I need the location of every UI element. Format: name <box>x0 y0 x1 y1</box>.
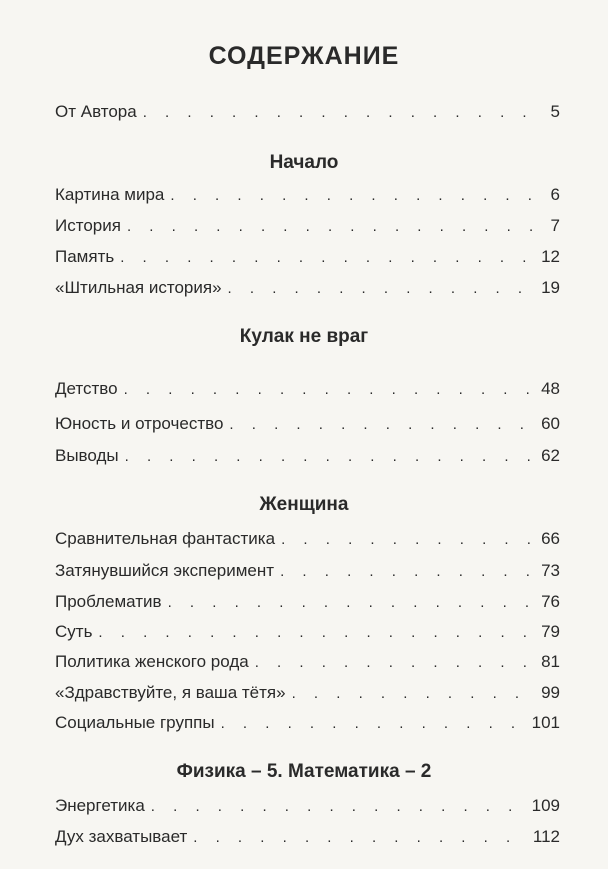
toc-entry[interactable] <box>55 652 560 676</box>
entry-label: Детство <box>55 379 118 398</box>
dot-leader <box>151 798 526 815</box>
entry-page: 76 <box>541 592 560 611</box>
toc-entry[interactable] <box>55 827 560 851</box>
toc-entry[interactable] <box>55 379 560 403</box>
dot-leader <box>120 249 535 266</box>
entry-page: 109 <box>531 796 560 815</box>
entry-page: 81 <box>541 652 560 671</box>
entry-page: 5 <box>550 102 560 121</box>
entry-page: 19 <box>541 278 560 297</box>
entry-label: Суть <box>55 622 93 641</box>
section-heading: Физика – 5. Математика – 2 <box>176 761 432 782</box>
dot-leader <box>280 563 535 580</box>
entry-page: 62 <box>541 446 560 465</box>
dot-leader <box>292 685 536 702</box>
toc-entry[interactable] <box>55 561 560 585</box>
toc-entry[interactable] <box>55 796 560 820</box>
entry-label: Сравнительная фантастика <box>55 529 276 548</box>
section-heading: Кулак не враг <box>239 326 369 347</box>
dot-leader <box>124 381 535 398</box>
toc-entry[interactable] <box>55 713 560 737</box>
entry-label: Проблематив <box>55 592 162 611</box>
dot-leader <box>127 218 545 235</box>
entry-label: Дух захватывает <box>55 827 188 846</box>
dot-leader <box>170 187 544 204</box>
section-heading: Женщина <box>259 494 349 515</box>
entry-page: 79 <box>541 622 560 641</box>
dot-leader <box>193 829 527 846</box>
entry-page: 112 <box>532 827 560 846</box>
dot-leader <box>143 104 545 121</box>
entry-page: 7 <box>550 216 560 235</box>
entry-page: 60 <box>541 414 560 433</box>
dot-leader <box>125 448 535 465</box>
entry-page: 12 <box>541 247 560 266</box>
section-heading: Начало <box>269 152 339 173</box>
dot-leader <box>229 416 535 433</box>
toc-entry[interactable] <box>55 216 560 240</box>
entry-page: 101 <box>531 713 560 732</box>
toc-entry[interactable] <box>55 414 560 438</box>
entry-page: 73 <box>541 561 560 580</box>
toc-entry[interactable] <box>55 278 560 302</box>
entry-label: История <box>55 216 121 235</box>
dot-leader <box>255 654 535 671</box>
dot-leader <box>228 280 536 297</box>
toc-entry[interactable] <box>55 185 560 209</box>
toc-entry[interactable] <box>55 247 560 271</box>
toc-entry[interactable] <box>55 592 560 616</box>
entry-page: 66 <box>541 529 560 548</box>
dot-leader <box>281 531 535 548</box>
toc-entry[interactable] <box>55 529 560 553</box>
entry-label: Память <box>55 247 115 266</box>
entry-label: Юность и отрочество <box>55 414 224 433</box>
toc-entry[interactable] <box>55 102 560 126</box>
dot-leader <box>221 715 526 732</box>
dot-leader <box>168 594 536 611</box>
entry-label: Картина мира <box>55 185 165 204</box>
toc-entry[interactable] <box>55 683 560 707</box>
page-title: СОДЕРЖАНИЕ <box>208 42 400 70</box>
entry-label: Политика женского рода <box>55 652 249 671</box>
entry-label: Энергетика <box>55 796 145 815</box>
entry-page: 99 <box>541 683 560 702</box>
dot-leader <box>98 624 535 641</box>
toc-entry[interactable] <box>55 622 560 646</box>
entry-label: От Автора <box>55 102 137 121</box>
entry-label: «Здравствуйте, я ваша тётя» <box>55 683 286 702</box>
entry-page: 48 <box>541 379 560 398</box>
entry-page: 6 <box>550 185 560 204</box>
entry-label: Социальные группы <box>55 713 215 732</box>
toc-entry[interactable] <box>55 446 560 470</box>
entry-label: Затянувшийся эксперимент <box>55 561 275 580</box>
entry-label: Выводы <box>55 446 119 465</box>
entry-label: «Штильная история» <box>55 278 222 297</box>
